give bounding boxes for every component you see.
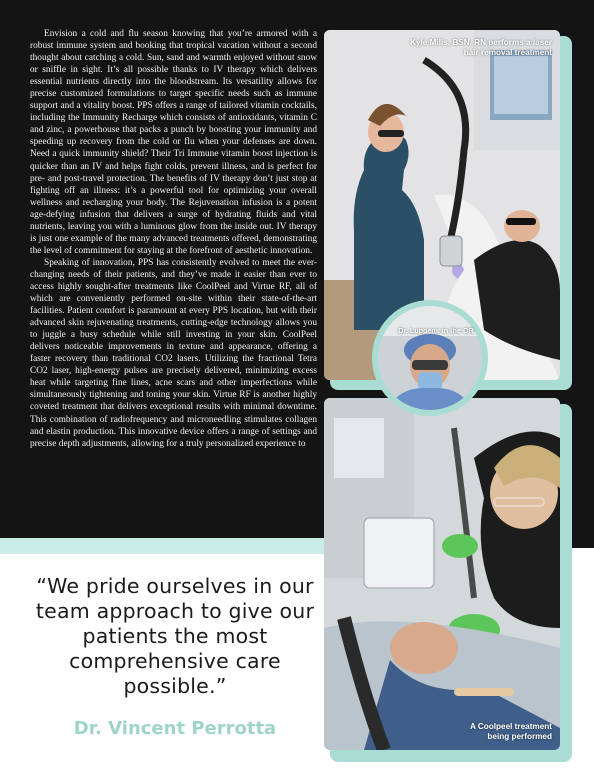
top-caption-line1: Kyle Mills, BSN, RN performs a laser [410, 38, 552, 47]
article-paragraph: Speaking of innovation, PPS has consistently evolved to meet the ever-changing needs of their patients, and they’ve made it easier than ever to access highly sought-after treatments like CoolPeel and Virtue RF, all of which are conveniently performed on-site within their state-of-the-art facilities. Patient comfort is paramount at every PPS location, but with their advanced skin rejuvenating treatments, cutting-edge technology allows you to juggle a busy schedule while still investing in your skin. CoolPeel delivers noticeable improvements in texture and appearance, offering a faster recovery than traditional CO2 lasers. Utilizing the fractional Tetra CO2 laser, high-energy pulses are precisely delivered, minimizing excess heat while targeting fine lines, acne scars and other imperfections while simultaneously tightening and toning your skin. Virtue RF is another highly coveted treatment that delivers exceptional results with minimal downtime. This combination of radiofrequency and microneedling stimulates collagen and elastin production. This innovative device offers a range of settings and precise depth adjustments, allowing for a truly personalized experience to [30, 257, 317, 449]
bottom-caption-line1: A Coolpeel treatment [469, 722, 552, 731]
coolpeel-illustration [324, 398, 560, 750]
article-paragraph: Envision a cold and flu season knowing that you’re armored with a robust immune system and booking that tropical vacation without a second thought about catching a cold. Sun, sand and warmth enjoyed without snow or sniffle in sight. It’s all possible thanks to IV therapy which delivers essential nutrients directly into the bloodstream. Its versatility allows for precise customized formulations to target specific needs such as immune support and a vitality boost. PPS offers a range of tailored vitamin cocktails, including the Immunity Recharge which consists of antioxidants, vitamin C and zinc, a powerhouse that packs a punch by boosting your immunity and speeding up recovery from the cold or flu when your defenses are down. Need a quick immunity shield? Their Tri Immune vitamin boost injection is quicker than an IV and helps fight colds, prevent illness, and is perfect for pre- and post-travel protection. The benefits of IV therapy don’t just stop at fighting off an illness: it’s a powerful tool for optimizing your overall wellness and recharging your body. The Rejuvenation infusion is a potent age-defying infusion that delivers a surge of hydrating fluids and vital nutrients, leaving you with a luminous glow from the inside out. IV therapy is just one example of the many advanced treatments offered, demonstrating the level of commitment for staying at the forefront of aesthetic innovation. [30, 29, 317, 256]
surgeon-illustration [378, 306, 482, 410]
coolpeel-treatment-photo [324, 398, 560, 750]
pull-quote-author: Dr. Vincent Perrotta [73, 718, 277, 739]
pull-quote: “We pride ourselves in our team approach to give our patients the most comprehensive care possible.” [35, 574, 315, 698]
article-body [30, 28, 317, 450]
bottom-caption-line2: being performed [487, 732, 552, 741]
top-caption-line2: hair removal treatment [463, 48, 552, 57]
circle-inset-label: Dr. Luppens in the OR [398, 326, 474, 335]
top-photo-caption [380, 38, 552, 58]
surgeon-in-or-photo [378, 306, 482, 410]
mint-accent-bar [0, 538, 340, 554]
bottom-photo-caption [440, 722, 552, 742]
